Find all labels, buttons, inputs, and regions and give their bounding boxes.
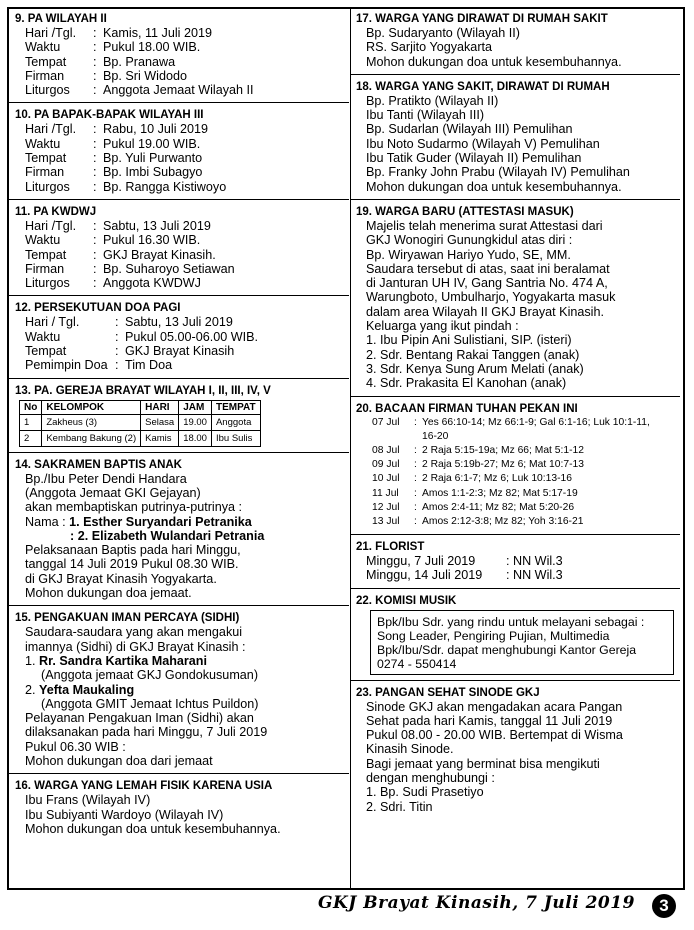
text-line: Pelayanan Pengakuan Iman (Sidhi) akan: [25, 711, 254, 726]
field-label: Waktu: [25, 233, 61, 248]
colon: :: [414, 473, 417, 485]
field-value: Pukul 19.00 WIB.: [103, 136, 201, 151]
table-cell: 1: [20, 414, 42, 430]
field-label: Waktu: [25, 40, 61, 55]
field-label: Tempat: [25, 151, 67, 166]
section-separator: [350, 199, 680, 200]
colon: :: [414, 515, 417, 527]
reading-row: [356, 515, 674, 529]
reading-text: 2 Raja 6:1-7; Mz 6; Luk 10:13-16: [422, 473, 572, 485]
list-number: 2.: [25, 682, 40, 697]
section-title: 19. WARGA BARU (ATTESTASI MASUK): [356, 205, 574, 218]
schedule-row: [15, 262, 343, 276]
text-line: GKJ Wonogiri Gunungkidul atas diri :: [366, 233, 573, 248]
field-label: Hari / Tgl.: [25, 315, 80, 330]
text-line: Majelis telah menerima surat Attestasi dari: [366, 218, 603, 233]
right-column: [356, 12, 674, 814]
section-separator: [9, 102, 349, 103]
colon: :: [93, 276, 97, 291]
text-line: imannya (Sidhi) di GKJ Brayat Kinasih :: [25, 639, 246, 654]
section-11: [15, 205, 343, 290]
colon: :: [93, 83, 97, 98]
text-line: Bp. Sudaryanto (Wilayah II): [366, 26, 520, 40]
colon: :: [93, 179, 97, 194]
colon: :: [93, 247, 97, 262]
field-value: Kamis, 11 Juli 2019: [103, 26, 212, 40]
florist-row: [356, 554, 674, 568]
text-line: Ibu Frans (Wilayah IV): [25, 793, 151, 808]
reading-row: [356, 501, 674, 515]
colon: :: [414, 444, 417, 456]
text-line: Mohon dukungan doa dari jemaat: [25, 753, 213, 768]
colon: :: [93, 233, 97, 248]
section-separator: [9, 378, 349, 379]
florist-name: : NN Wil.3: [506, 568, 563, 583]
text-line: 2. Sdr. Bentang Rakai Tanggen (anak): [366, 347, 580, 362]
schedule-row: [15, 83, 343, 97]
section-separator: [9, 452, 349, 453]
section-title: 17. WARGA YANG DIRAWAT DI RUMAH SAKIT: [356, 13, 608, 25]
field-label: Liturgos: [25, 179, 70, 194]
text-line: (Anggota GMIT Jemaat Ichtus Puildon): [41, 696, 259, 711]
colon: :: [93, 136, 97, 151]
section-title: 11. PA KWDWJ: [15, 205, 97, 218]
schedule-row: [15, 40, 343, 54]
section-21: [356, 540, 674, 583]
text-line: Mohon dukungan doa untuk kesembuhannya.: [25, 821, 281, 836]
schedule-row: [15, 248, 343, 262]
text-line: Bpk/Ibu Sdr. yang rindu untuk melayani sebagai :: [377, 614, 645, 629]
field-label: Firman: [25, 68, 65, 83]
text-line: Pukul 06.30 WIB :: [25, 739, 126, 754]
schedule-row: [15, 69, 343, 83]
colon: :: [115, 315, 119, 330]
schedule-row: [15, 55, 343, 69]
text-line: 1. Bp. Sudi Prasetiyo: [366, 785, 484, 800]
colon: :: [93, 261, 97, 276]
colon: :: [93, 151, 97, 166]
field-value: Pukul 05.00-06.00 WIB.: [125, 329, 259, 344]
reading-row: [356, 416, 674, 430]
section-separator: [350, 680, 680, 681]
group-table: [19, 400, 261, 447]
table-cell: Zakheus (3): [42, 414, 141, 430]
table-header-row: [20, 400, 261, 414]
text-line: akan membaptiskan putrinya-putrinya :: [25, 500, 243, 515]
schedule-row: [15, 315, 343, 329]
column-header: TEMPAT: [211, 400, 260, 414]
field-value: Bp. Rangga Kistiwoyo: [103, 179, 227, 194]
reading-text: Amos 2:12-3:8; Mz 82; Yoh 3:16-21: [422, 515, 584, 527]
text-line: Saudara-saudara yang akan mengakui: [25, 625, 243, 640]
text-block: [15, 793, 343, 836]
reading-text: 16-20: [422, 430, 449, 442]
text-line: 2. Sdri. Titin: [366, 799, 433, 814]
text-line: Bp. Pratikto (Wilayah II): [366, 93, 499, 108]
text-line: Mohon dukungan doa untuk kesembuhannya.: [366, 54, 622, 69]
section-23: [356, 686, 674, 814]
text-line: 4. Sdr. Prakasita El Kanohan (anak): [366, 376, 567, 391]
column-header: KELOMPOK: [42, 400, 141, 414]
table-cell: 18.00: [179, 430, 212, 446]
text-line: [15, 529, 343, 543]
field-label: Firman: [25, 165, 65, 180]
text-line: 0274 - 550414: [377, 657, 457, 672]
text-line: tanggal 14 Juli 2019 Pukul 08.30 WIB.: [25, 557, 239, 572]
text-line: Mohon dukungan doa jemaat.: [25, 586, 192, 601]
field-label: Hari /Tgl.: [25, 122, 77, 137]
field-value: GKJ Brayat Kinasih.: [103, 247, 216, 262]
colon: :: [414, 459, 417, 471]
section-title: 9. PA WILAYAH II: [15, 13, 107, 25]
section-separator: [350, 534, 680, 535]
text-line: Ibu Tatik Guder (Wilayah II) Pemulihan: [366, 151, 582, 166]
field-label: Firman: [25, 261, 65, 276]
schedule-row: [15, 165, 343, 179]
left-column: [15, 12, 343, 836]
text-line: dilaksanakan pada hari Minggu, 7 Juli 2019: [25, 725, 268, 740]
reading-list: [356, 416, 674, 530]
schedule-row: [15, 358, 343, 372]
field-label: Hari /Tgl.: [25, 26, 77, 40]
section-separator: [350, 74, 680, 75]
text-block: [356, 94, 674, 194]
reading-text: Yes 66:10-14; Mz 66:1-9; Gal 6:1-16; Luk 10:1-11,: [422, 416, 650, 428]
section-12: [15, 301, 343, 372]
reading-text: Amos 1:1-2:3; Mz 82; Mat 5:17-19: [422, 487, 578, 499]
text-line: Keluarga yang ikut pindah :: [366, 319, 519, 334]
section-16: [15, 779, 343, 836]
text-line: Saudara tersebut di atas, saat ini beralamat: [366, 261, 610, 276]
schedule-row: [15, 330, 343, 344]
field-value: Anggota KWDWJ: [103, 276, 201, 291]
reading-date: 11 Jul: [372, 487, 399, 499]
text-line: 1. Ibu Pipin Ani Sulistiani, SIP. (isteri): [366, 333, 572, 348]
schedule-row: [15, 276, 343, 290]
florist-row: [356, 568, 674, 582]
schedule-list: [15, 26, 343, 97]
schedule-row: [15, 233, 343, 247]
colon: :: [414, 501, 417, 513]
section-15: [15, 611, 343, 768]
field-value: Bp. Sri Widodo: [103, 68, 187, 83]
reading-text: 2 Raja 5:19b-27; Mz 6; Mat 10:7-13: [422, 459, 584, 471]
page-number: 3: [652, 894, 676, 918]
schedule-row: [15, 151, 343, 165]
table-body: [20, 414, 261, 446]
florist-list: [356, 554, 674, 583]
footer-text: GKJ Brayat Kinasih, 7 Juli 2019: [318, 893, 635, 913]
field-label: Hari /Tgl.: [25, 218, 77, 233]
section-19: [356, 205, 674, 391]
label: Nama :: [25, 514, 70, 529]
text-line: Pelaksanaan Baptis pada hari Minggu,: [25, 543, 241, 558]
text-block: [356, 219, 674, 391]
schedule-row: [15, 219, 343, 233]
colon: :: [93, 165, 97, 180]
section-title: 16. WARGA YANG LEMAH FISIK KARENA USIA: [15, 780, 273, 793]
text-line: Mohon dukungan doa untuk kesembuhannya.: [366, 179, 622, 194]
column-header: JAM: [179, 400, 212, 414]
field-label: Liturgos: [25, 276, 70, 291]
table-cell: Kamis: [141, 430, 179, 446]
reading-row: [356, 430, 674, 444]
colon: :: [115, 344, 119, 359]
table-cell: Selasa: [141, 414, 179, 430]
text-line: Song Leader, Pengiring Pujian, Multimedia: [377, 628, 610, 643]
colon: :: [93, 122, 97, 137]
field-value: Pukul 18.00 WIB.: [103, 40, 201, 55]
child-name: 1. Esther Suryandari Petranika: [69, 514, 252, 529]
florist-date: Minggu, 14 Juli 2019: [366, 568, 483, 583]
table-cell: 19.00: [179, 414, 212, 430]
reading-row: [356, 487, 674, 501]
section-title: 22. KOMISI MUSIK: [356, 594, 457, 607]
section-separator: [9, 199, 349, 200]
info-box: [370, 610, 674, 675]
section-10: [15, 108, 343, 193]
colon: :: [93, 40, 97, 55]
field-label: Tempat: [25, 54, 67, 69]
table-cell: Anggota: [211, 414, 260, 430]
colon: :: [93, 218, 97, 233]
text-block: [356, 26, 674, 69]
colon: [414, 430, 422, 444]
text-block: [356, 700, 674, 814]
field-label: Tempat: [25, 344, 67, 359]
text-line: Bp. Franky John Prabu (Wilayah IV) Pemulihan: [366, 165, 630, 180]
colon: :: [115, 329, 119, 344]
colon: :: [414, 487, 417, 499]
section-title: 23. PANGAN SEHAT SINODE GKJ: [356, 686, 540, 699]
schedule-row: [15, 344, 343, 358]
text-line: di Janturan UH IV, Gang Santria No. 474 A,: [366, 276, 608, 291]
text-line: Kinasih Sinode.: [366, 742, 454, 757]
table-cell: Ibu Sulis: [211, 430, 260, 446]
schedule-row: [15, 137, 343, 151]
schedule-list: [15, 122, 343, 193]
field-value: Pukul 16.30 WIB.: [103, 233, 201, 248]
reading-row: [356, 458, 674, 472]
text-line: di GKJ Brayat Kinasih Yogyakarta.: [25, 571, 217, 586]
field-value: Tim Doa: [125, 358, 173, 373]
child-name: : 2. Elizabeth Wulandari Petrania: [70, 528, 265, 543]
reading-date: 13 Jul: [372, 515, 400, 527]
text-line: RS. Sarjito Yogyakarta: [366, 40, 493, 55]
section-18: [356, 80, 674, 194]
section-separator: [9, 605, 349, 606]
text-line: dengan menghubungi :: [366, 771, 495, 786]
reading-date: 08 Jul: [372, 444, 400, 456]
colon: :: [115, 358, 119, 373]
column-header: HARI: [141, 400, 179, 414]
field-value: Bp. Pranawa: [103, 54, 176, 69]
candidate-name: Rr. Sandra Kartika Maharani: [39, 653, 207, 668]
schedule-list: [15, 315, 343, 372]
section-title: 15. PENGAKUAN IMAN PERCAYA (SIDHI): [15, 612, 240, 625]
section-separator: [9, 773, 349, 774]
colon: :: [93, 68, 97, 83]
text-line: (Anggota jemaat GKJ Gondokusuman): [41, 668, 259, 683]
section-title: 10. PA BAPAK-BAPAK WILAYAH III: [15, 109, 204, 122]
field-value: Bp. Imbi Subagyo: [103, 165, 203, 180]
section-22: [356, 594, 674, 675]
section-14: [15, 458, 343, 601]
schedule-row: [15, 180, 343, 194]
reading-date: 09 Jul: [372, 459, 400, 471]
reading-text: Amos 2:4-11; Mz 82; Mat 5:20-26: [422, 501, 575, 513]
text-line: Sinode GKJ akan mengadakan acara Pangan: [366, 699, 623, 714]
field-value: Rabu, 10 Juli 2019: [103, 122, 209, 137]
table-row: [20, 430, 261, 446]
reading-row: [356, 472, 674, 486]
field-value: Bp. Suharoyo Setiawan: [103, 261, 235, 276]
section-13: [15, 384, 343, 447]
schedule-row: [15, 26, 343, 40]
text-line: 3. Sdr. Kenya Sung Arum Melati (anak): [366, 361, 584, 376]
reading-text: 2 Raja 5:15-19a; Mz 66; Mat 5:1-12: [422, 444, 584, 456]
candidate-name: Yefta Maukaling: [39, 682, 135, 697]
section-title: 21. FLORIST: [356, 541, 425, 554]
text-line: Ibu Noto Sudarmo (Wilayah V) Pemulihan: [366, 136, 600, 151]
field-value: Anggota Jemaat Wilayah II: [103, 83, 254, 98]
field-label: Liturgos: [25, 83, 70, 98]
text-line: Bpk/Ibu/Sdr. dapat menghubungi Kantor Gereja: [377, 643, 637, 658]
text-line: [15, 683, 343, 697]
text-line: [15, 515, 343, 529]
section-separator: [350, 588, 680, 589]
text-line: Bp. Wiryawan Hariyo Yudo, SE, MM.: [366, 247, 571, 262]
colon: :: [93, 26, 97, 40]
text-line: Sehat pada hari Kamis, tanggal 11 Juli 2019: [366, 713, 613, 728]
field-value: Bp. Yuli Purwanto: [103, 151, 203, 166]
text-line: Bagi jemaat yang berminat bisa mengikuti: [366, 756, 600, 771]
list-number: 1.: [25, 653, 40, 668]
section-separator: [9, 295, 349, 296]
section-title: 18. WARGA YANG SAKIT, DIRAWAT DI RUMAH: [356, 80, 610, 93]
table-cell: 2: [20, 430, 42, 446]
table-cell: Kembang Bakung (2): [42, 430, 141, 446]
table-row: [20, 414, 261, 430]
column-header: No: [20, 400, 42, 414]
column-divider: [350, 7, 351, 890]
text-line: Ibu Subiyanti Wardoyo (Wilayah IV): [25, 807, 224, 822]
reading-row: [356, 444, 674, 458]
section-title: 12. PERSEKUTUAN DOA PAGI: [15, 302, 181, 315]
field-label: Waktu: [25, 329, 61, 344]
section-title: 13. PA. GEREJA BRAYAT WILAYAH I, II, III, IV, V: [15, 384, 271, 397]
field-value: GKJ Brayat Kinasih: [125, 344, 235, 359]
section-9: [15, 12, 343, 97]
text-line: (Anggota Jemaat GKI Gejayan): [25, 485, 201, 500]
text-line: Warungboto, Umbulharjo, Yogyakarta masuk: [366, 290, 616, 305]
text-line: Bp. Sudarlan (Wilayah III) Pemulihan: [366, 122, 573, 137]
section-17: [356, 12, 674, 69]
section-separator: [350, 396, 680, 397]
field-label: Tempat: [25, 247, 67, 262]
section-title: 20. BACAAN FIRMAN TUHAN PEKAN INI: [356, 402, 578, 415]
field-value: Sabtu, 13 Juli 2019: [103, 218, 211, 233]
text-line: Ibu Tanti (Wilayah III): [366, 108, 485, 123]
field-label: Waktu: [25, 136, 61, 151]
section-20: [356, 402, 674, 530]
colon: :: [414, 416, 417, 428]
reading-date: 12 Jul: [372, 501, 400, 513]
section-title: 14. SAKRAMEN BAPTIS ANAK: [15, 458, 182, 471]
florist-date: Minggu, 7 Juli 2019: [366, 554, 476, 569]
schedule-row: [15, 122, 343, 136]
field-label: Pemimpin Doa: [25, 358, 108, 373]
field-value: Sabtu, 13 Juli 2019: [125, 315, 233, 330]
reading-date: 10 Jul: [372, 473, 400, 485]
reading-date: 07 Jul: [372, 416, 400, 428]
text-line: dalam area Wilayah II GKJ Brayat Kinasih.: [366, 304, 604, 319]
text-line: Pukul 08.00 - 20.00 WIB. Bertempat di Wisma: [366, 728, 623, 743]
schedule-list: [15, 219, 343, 290]
text-line: [15, 654, 343, 668]
colon: :: [93, 54, 97, 69]
reading-date: [356, 430, 414, 444]
text-line: Bp./Ibu Peter Dendi Handara: [25, 471, 187, 486]
florist-name: : NN Wil.3: [506, 554, 563, 569]
